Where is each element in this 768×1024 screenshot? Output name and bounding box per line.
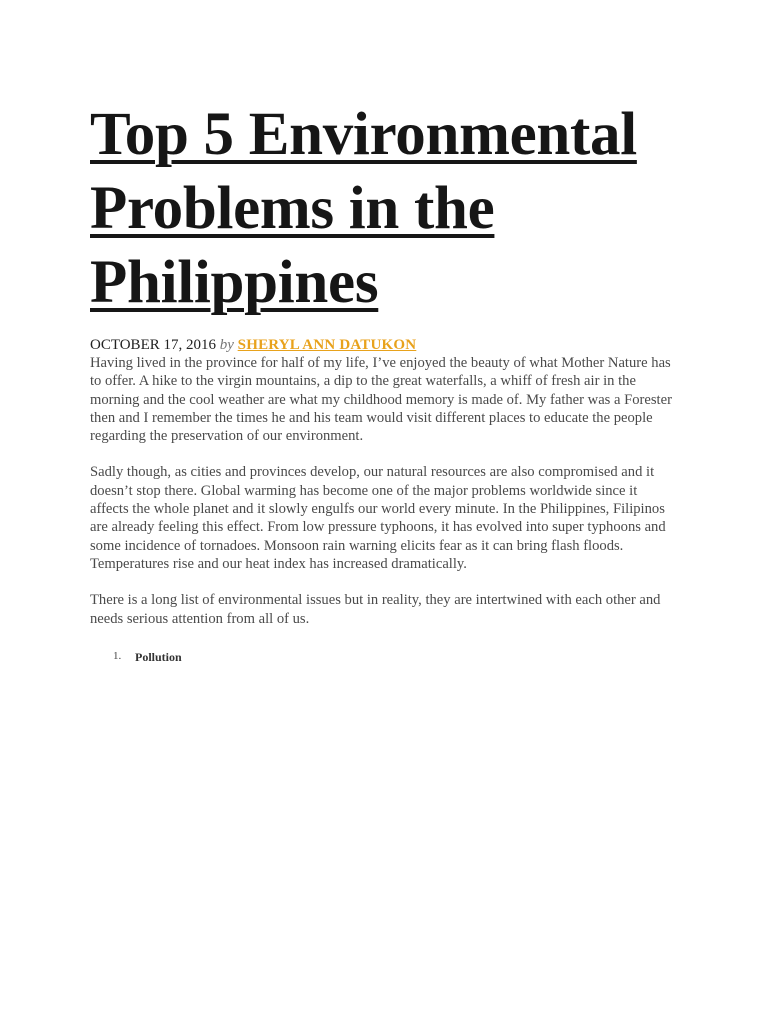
- post-date: OCTOBER 17, 2016: [90, 337, 216, 353]
- list-item: [113, 649, 678, 665]
- list-item-number: 1.: [113, 649, 122, 662]
- byline: [90, 336, 678, 354]
- problems-list: [90, 650, 678, 665]
- paragraph-global-warming: Sadly though, as cities and provinces develop, our natural resources are also compromised and it doesn’t stop there. Global warming has become one of the major problems worldwide since it affects the whole planet and it slowly engulfs our world every minute. In the Philippines, Filipinos are already feeling this effect. From low pressure typhoons, it has evolved into super typhoons and some incidence of tornadoes. Monsoon rain warning elicits fear as it can bring flash floods. Temperatures rise and our heat index has increased dramatically.: [90, 464, 666, 572]
- byline-by: by: [219, 337, 234, 353]
- list-item-label: Pollution: [135, 649, 182, 664]
- author-link[interactable]: SHERYL ANN DATUKON: [237, 337, 417, 353]
- paragraph-issues: There is a long list of environmental issues but in reality, they are intertwined with each other and needs serious attention from all of us.: [90, 592, 661, 627]
- article-title[interactable]: Top 5 Environmental Problems in the Philippines: [90, 101, 637, 316]
- paragraph-intro: Having lived in the province for half of my life, I’ve enjoyed the beauty of what Mother Nature has to offer. A hike to the virgin mountains, a dip to the great waterfalls, a whiff of fresh air in the morning and the cool weather are what my childhood memory is made of. My father was a Forester then and I remember the times he and his team would visit different places to educate the people regarding the preservation of our environment.: [90, 355, 672, 445]
